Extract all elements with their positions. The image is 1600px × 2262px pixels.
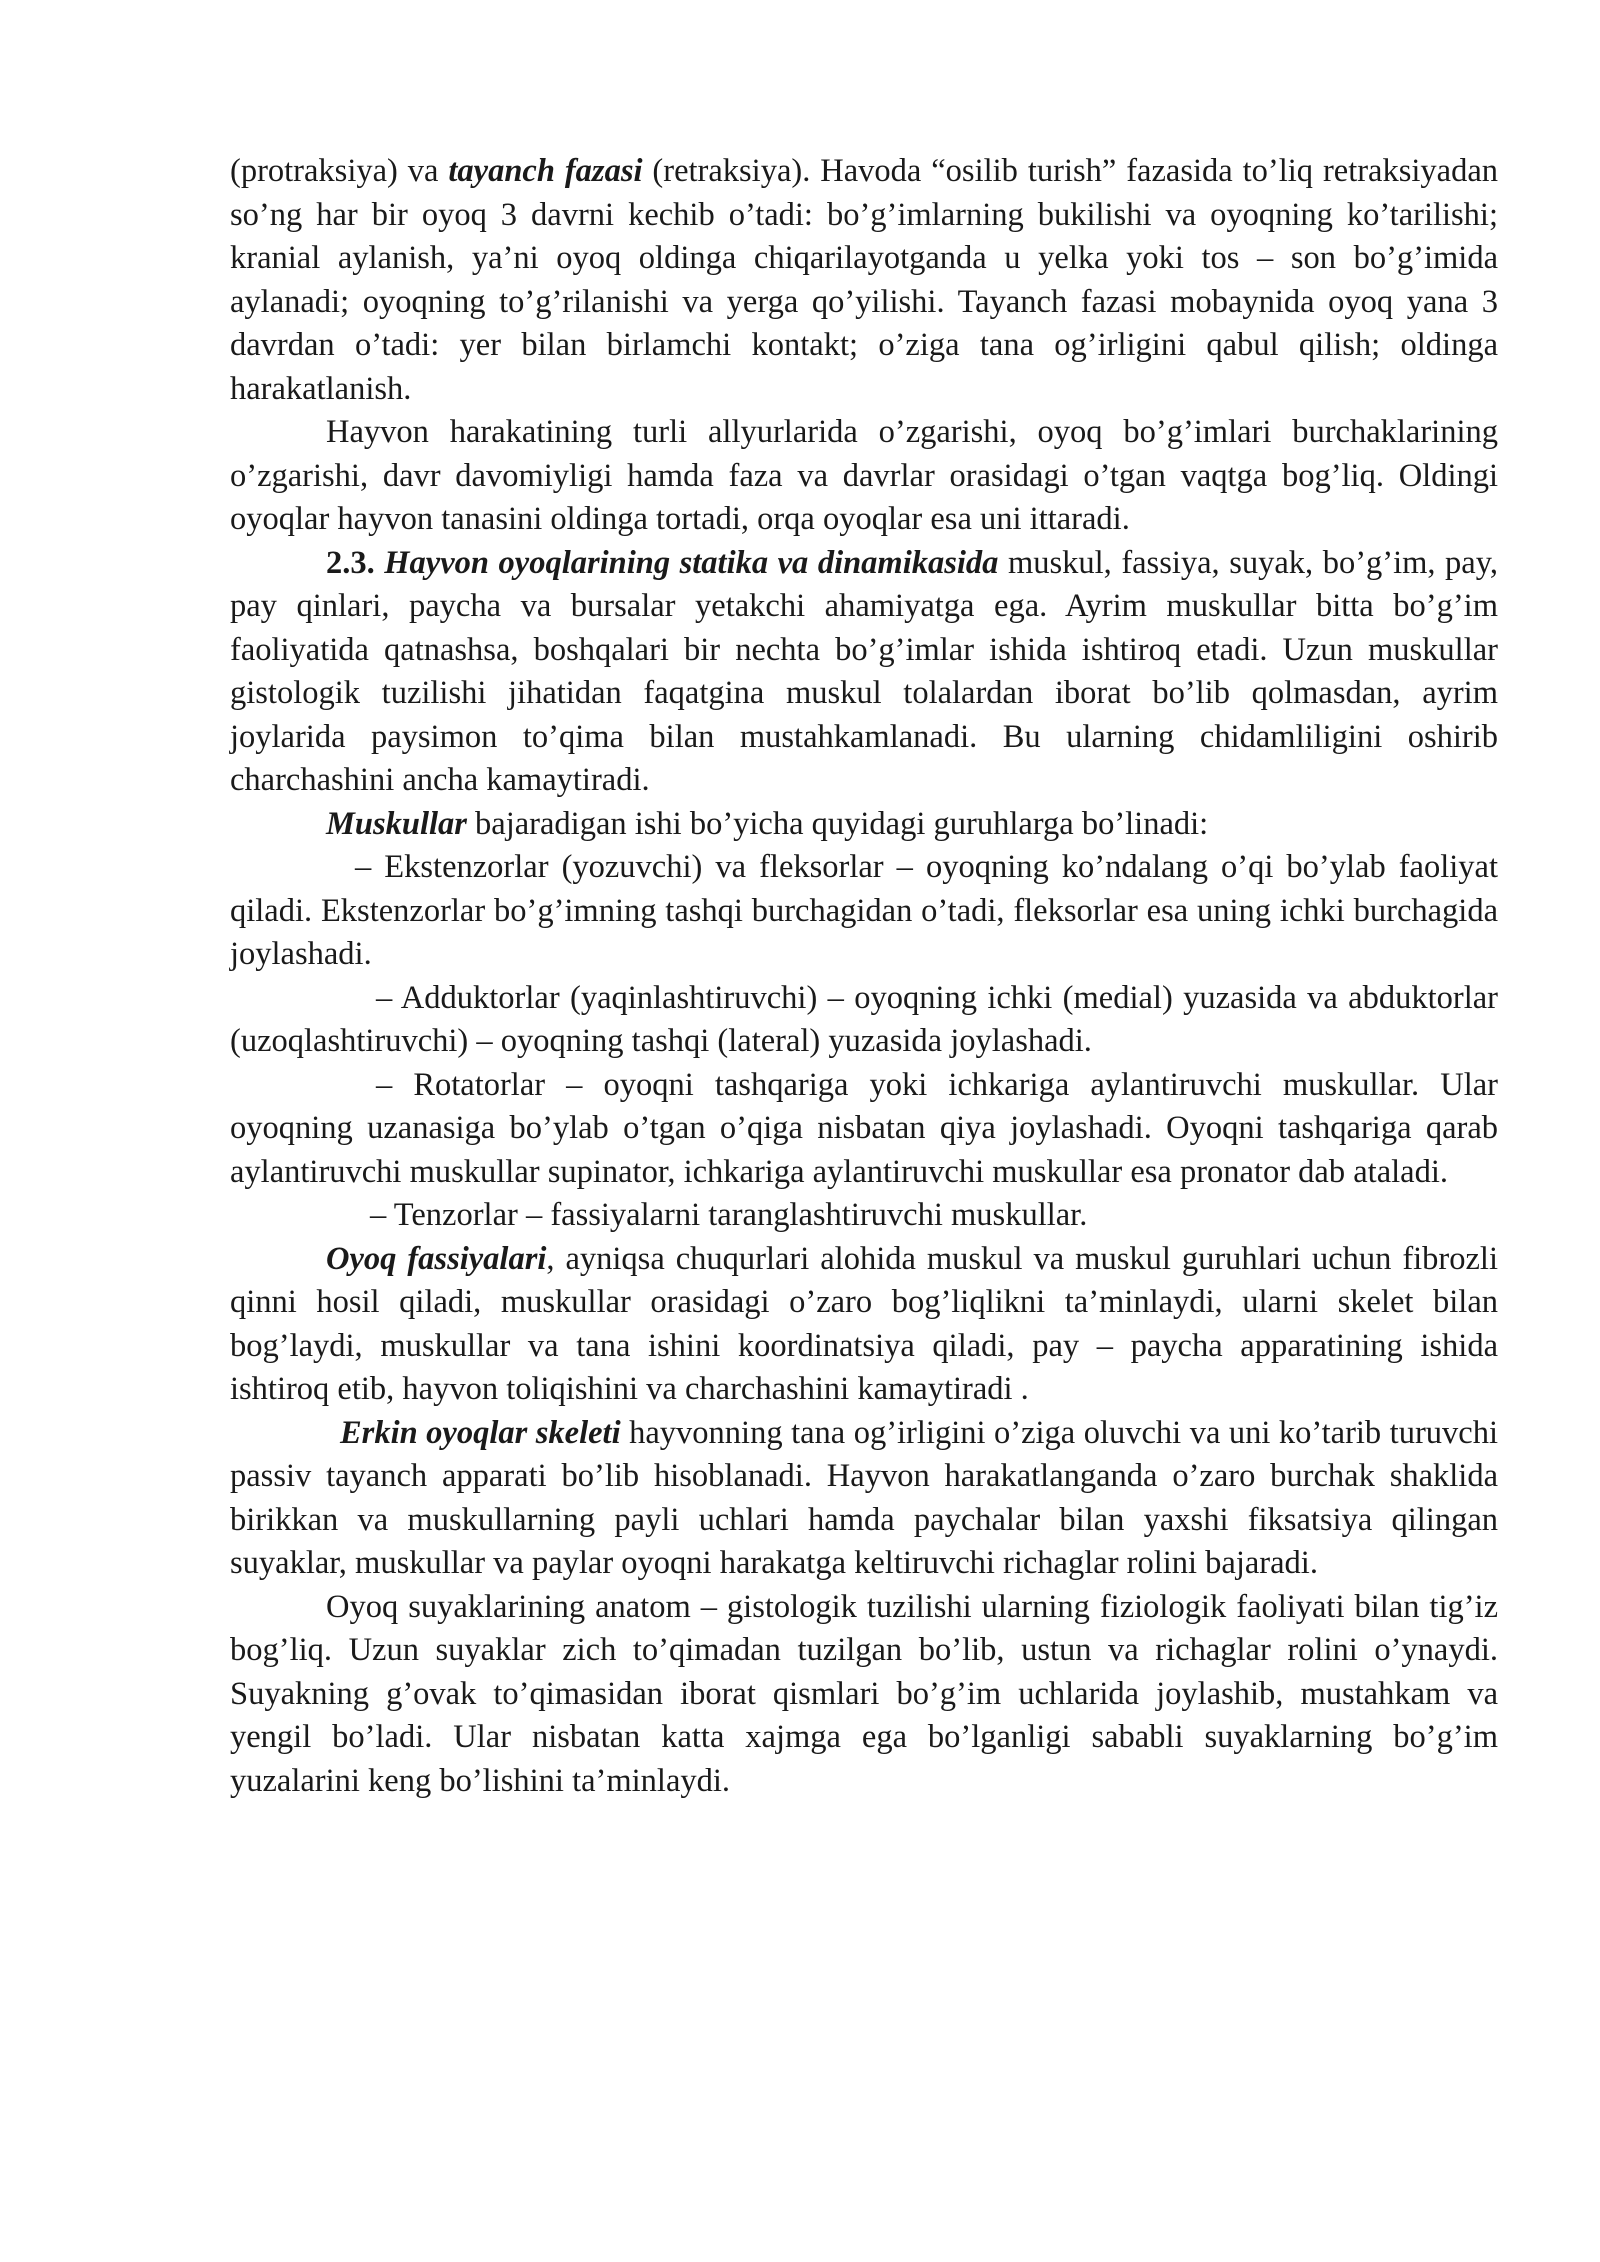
text-segment: (retraksiya). Havoda “osilib turish” fazasida to’liq retraksiyadan so’ng har bir oyoq 3 davrni kechib o’tadi: bo’g’imlarning bukilishi va oyoqning ko’tarilishi; kranial aylanish, ya’ni oyoq oldinga chiqarilayotganda u yelka yoki tos – son bo’g’imida aylanadi; oyoqning to’g’rilanishi va yerga qo’yilishi. Tayanch fazasi mobaynida oyoq yana 3 davrdan o’tadi: yer bilan birlamchi kontakt; o’ziga tana og’irligini qabul qilish; oldinga harakatlanish. <box>230 153 1498 407</box>
text-segment: – Adduktorlar (yaqinlashtiruvchi) – oyoqning ichki (medial) yuzasida va abduktorlar (uzoqlashtiruvchi) – oyoqning tashqi (lateral) yuzasida joylashadi. <box>230 979 1498 1059</box>
list-item-tenzorlar <box>230 1194 1498 1238</box>
term-tayanch-fazasi: tayanch fazasi <box>448 153 643 189</box>
text-segment: (protraksiya) va <box>230 153 449 189</box>
text-segment: – Tenzorlar – fassiyalarni taranglashtiruvchi muskullar. <box>370 1197 1088 1233</box>
paragraph-skelet <box>230 1412 1498 1586</box>
text-segment: , ayniqsa chuqurlari alohida muskul va muskul guruhlari uchun fibrozli qinni hosil qiladi, muskullar orasidagi o’zaro bog’liqlikni ta’minlaydi, ularni skelet bilan bog’laydi, muskullar va tana ishini koordinatsiya qiladi, pay – paycha apparatining ishida ishtiroq etib, hayvon toliqishini va charchashini kamaytiradi . <box>230 1240 1498 1407</box>
text-segment: – Ekstenzorlar (yozuvchi) va fleksorlar – oyoqning ko’ndalang o’qi bo’ylab faoliyat qiladi. Ekstenzorlar bo’g’imning tashqi burchagidan o’tadi, fleksorlar esa uning ichki burchagida joylashadi. <box>230 849 1498 972</box>
paragraph-fassiyalar <box>230 1238 1498 1412</box>
paragraph-suyaklar <box>230 1586 1498 1804</box>
text-segment: – Rotatorlar – oyoqni tashqariga yoki ichkariga aylantiruvchi muskullar. Ular oyoqning uzanasiga bo’ylab o’tgan o’qiga nisbatan qiya joylashadi. Oyoqni tashqariga qarab aylantiruvchi muskullar supinator, ichkariga aylantiruvchi muskullar esa pronator dab ataladi. <box>230 1066 1498 1190</box>
document-page <box>230 150 1498 1803</box>
list-item-adduktorlar <box>230 977 1498 1064</box>
paragraph-muskullar <box>230 803 1498 847</box>
text-segment: Hayvon harakatining turli allyurlarida o’zgarishi, oyoq bo’g’imlari burchaklarining o’zgarishi, davr davomiyligi hamda faza va davrlar orasidagi o’tgan vaqtga bog’liq. Oldingi oyoqlar hayvon tanasini oldinga tortadi, orqa oyoqlar esa uni ittaradi. <box>230 414 1498 537</box>
term-erkin-oyoqlar-skeleti: Erkin oyoqlar skeleti <box>340 1414 621 1451</box>
text-segment: hayvonning tana og’irligini o’ziga oluvchi va uni ko’tarib turuvchi passiv tayanch apparati bo’lib hisoblanadi. Hayvon harakatlanganda o’zaro burchak shaklida birikkan va muskullarning payli uchlari hamda paychalar bilan yaxshi fiksatsiya qilingan suyaklar, muskullar va paylar oyoqni harakatga keltiruvchi richaglar rolini bajaradi. <box>230 1414 1498 1581</box>
paragraph-phases <box>230 150 1498 411</box>
paragraph-section-2-3 <box>230 542 1498 803</box>
section-number: 2.3. <box>326 544 385 581</box>
paragraph-allyurlar <box>230 411 1498 542</box>
text-segment: bajaradigan ishi bo’yicha quyidagi guruhlarga bo’linadi: <box>466 805 1209 842</box>
term-oyoq-fassiyalari: Oyoq fassiyalari <box>326 1240 547 1277</box>
term-muskullar: Muskullar <box>326 805 467 842</box>
text-segment: muskul, fassiya, suyak, bo’g’im, pay, pay qinlari, paycha va bursalar yetakchi ahamiyatga ega. Ayrim muskullar bitta bo’g’im faoliyatida qatnashsa, boshqalari bir nechta bo’g’imlar ishida ishtiroq etadi. Uzun muskullar gistologik tuzilishi jihatidan faqatgina muskul tolalardan iborat bo’lib qolmasdan, ayrim joylarida paysimon to’qima bilan mustahkamlanadi. Bu ularning chidamliligini oshirib charchashini ancha kamaytiradi. <box>230 544 1498 798</box>
list-item-ekstenzorlar <box>230 846 1498 977</box>
section-heading: Hayvon oyoqlarining statika va dinamikasida <box>384 544 999 581</box>
list-item-rotatorlar <box>230 1064 1498 1195</box>
text-segment: Oyoq suyaklarining anatom – gistologik tuzilishi ularning fiziologik faoliyati bilan tig’iz bog’liq. Uzun suyaklar zich to’qimadan tuzilgan bo’lib, ustun va richaglar rolini o’ynaydi. Suyakning g’ovak to’qimasidan iborat qismlari bo’g’im uchlarida joylashib, mustahkam va yengil bo’ladi. Ular nisbatan katta xajmga ega bo’lganligi sababli suyaklarning bo’g’im yuzalarini keng bo’lishini ta’minlaydi. <box>230 1588 1498 1799</box>
